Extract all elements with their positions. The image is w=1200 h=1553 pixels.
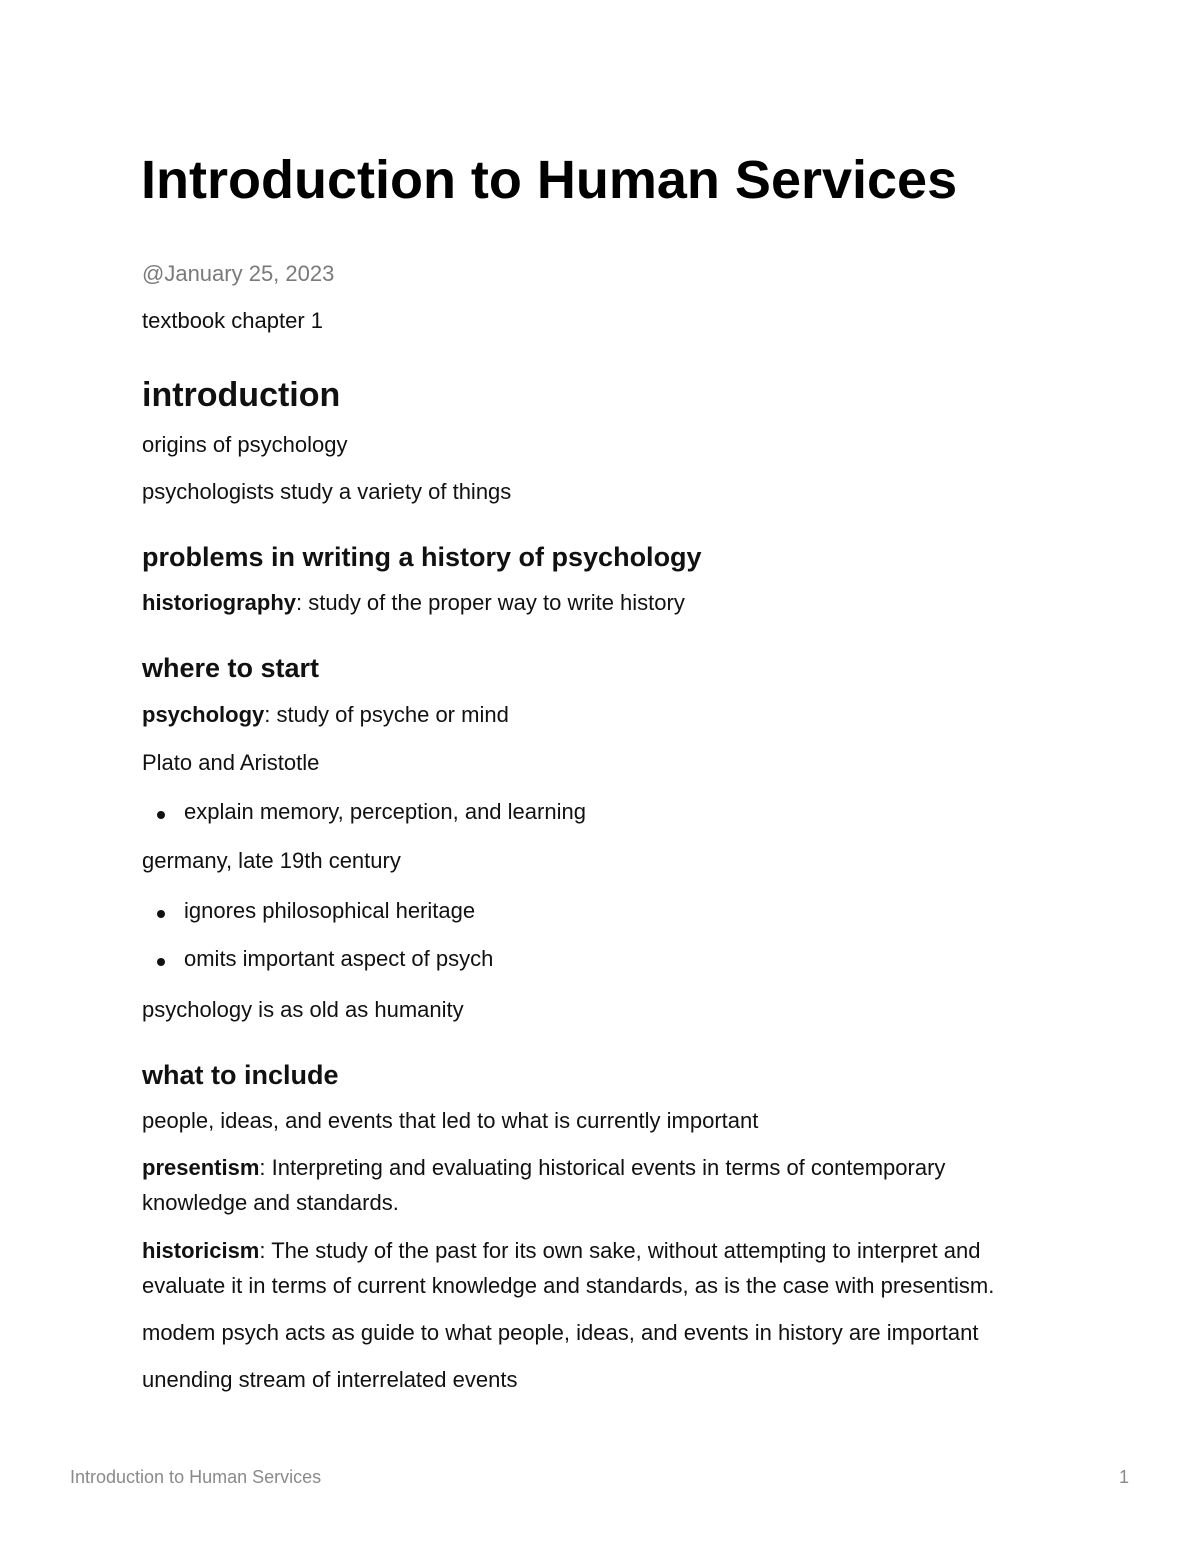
definition-historicism (142, 1233, 980, 1268)
paragraph: Plato and Aristotle (142, 750, 320, 775)
list-item: explain memory, perception, and learning (184, 799, 586, 824)
paragraph: origins of psychology (142, 432, 348, 457)
bullet-icon (157, 811, 165, 819)
bullet-icon (157, 958, 165, 966)
definition-continued: evaluate it in terms of current knowledge and standards, as is the case with presentism. (142, 1273, 995, 1298)
footer-title: Introduction to Human Services (70, 1467, 322, 1487)
definition: : The study of the past for its own sake, without attempting to interpret and (259, 1238, 981, 1263)
term: historiography (142, 590, 297, 615)
term: psychology (142, 702, 265, 727)
paragraph: unending stream of interrelated events (142, 1367, 518, 1392)
date-property: @January 25, 2023 (142, 261, 335, 286)
bullet-icon (157, 910, 165, 918)
definition-continued: knowledge and standards. (142, 1190, 399, 1215)
term: historicism (142, 1238, 260, 1263)
list-item: omits important aspect of psych (184, 946, 494, 971)
heading-introduction: introduction (142, 376, 341, 414)
heading-problems: problems in writing a history of psychology (142, 542, 702, 572)
definition: : Interpreting and evaluating historical events in terms of contemporary (259, 1155, 946, 1180)
heading-where-to-start: where to start (142, 653, 320, 683)
list-item: ignores philosophical heritage (184, 898, 476, 923)
paragraph: people, ideas, and events that led to what is currently important (142, 1108, 759, 1133)
definition-presentism (142, 1150, 945, 1185)
definition: : study of psyche or mind (264, 702, 509, 727)
term: presentism (142, 1155, 260, 1180)
paragraph: psychology is as old as humanity (142, 997, 464, 1022)
paragraph: psychologists study a variety of things (142, 479, 512, 504)
definition-psychology (142, 697, 509, 732)
page-number: 1 (1118, 1467, 1129, 1487)
definition: : study of the proper way to write history (296, 590, 685, 615)
definition-historiography (142, 585, 685, 620)
paragraph: germany, late 19th century (142, 848, 401, 873)
page-title: Introduction to Human Services (141, 150, 958, 210)
subtitle: textbook chapter 1 (142, 308, 324, 333)
heading-what-to-include: what to include (142, 1060, 339, 1090)
paragraph: modem psych acts as guide to what people, ideas, and events in history are important (142, 1320, 979, 1345)
